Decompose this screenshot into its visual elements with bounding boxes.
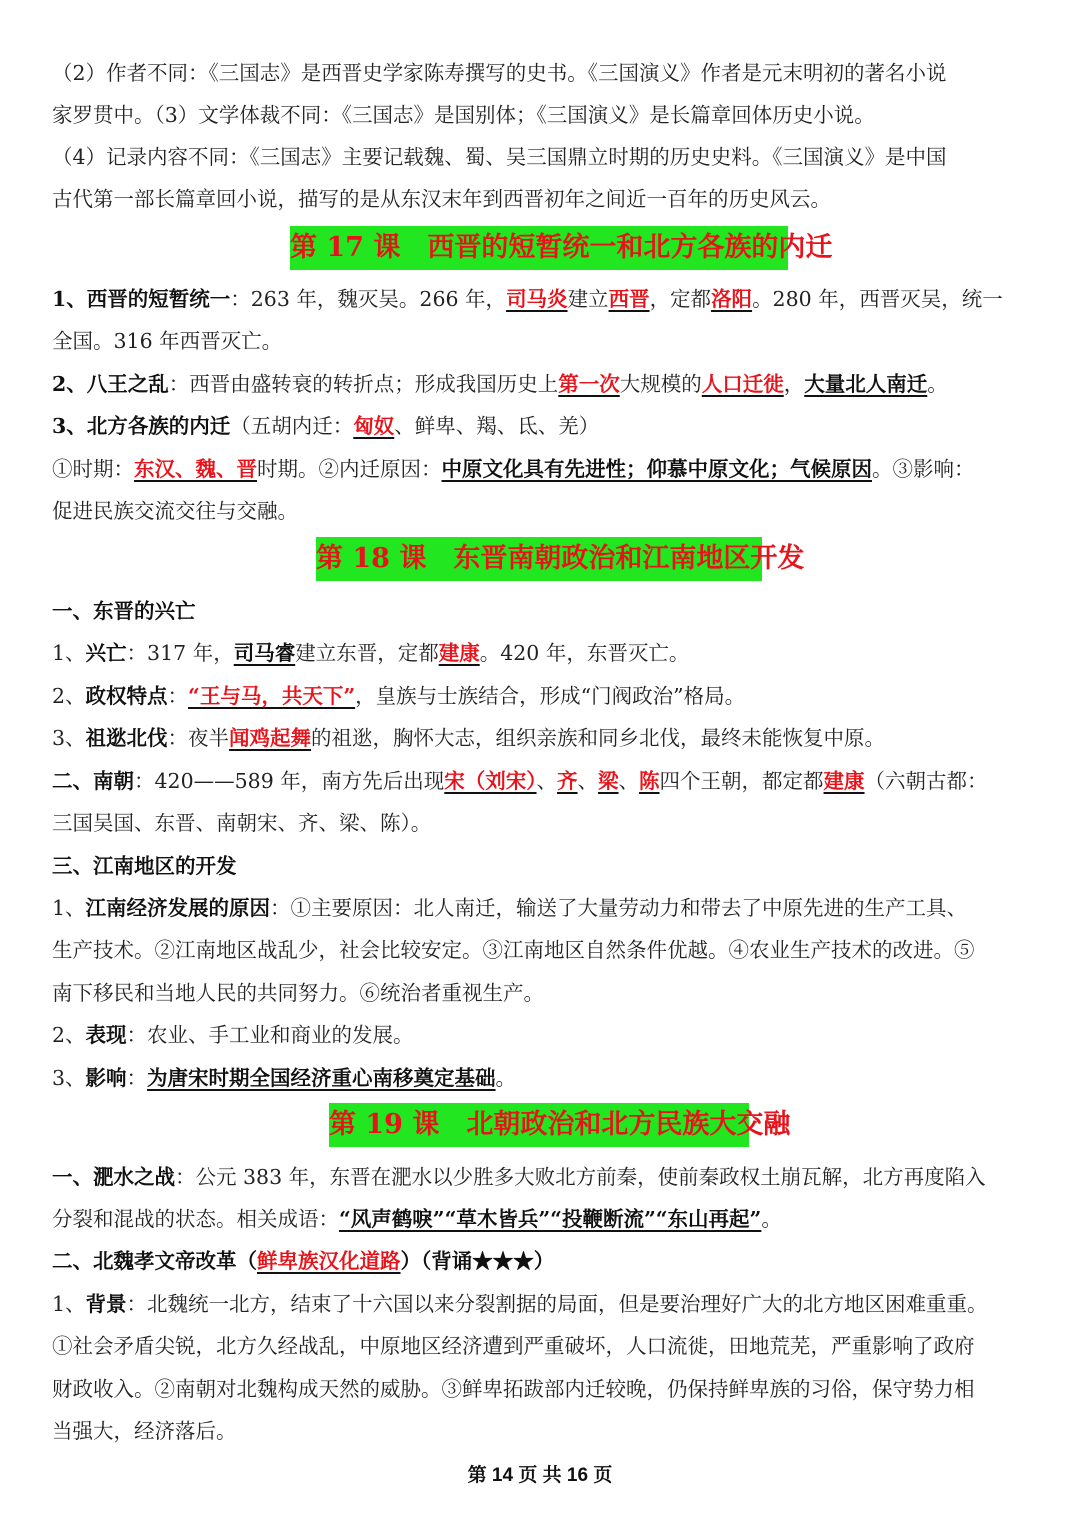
text: 1、	[52, 896, 86, 920]
l18-item-3	[52, 723, 1042, 753]
page-number-footer: 第 14 页 共 16 页	[467, 1465, 613, 1486]
paragraph-line: 古代第一部长篇章回小说，描写的是从东汉末年到西晋初年之间近一百年的历史风云。	[52, 187, 831, 211]
text: 分裂和混战的状态。相关成语：	[52, 1207, 339, 1231]
l17-item-2	[52, 369, 1042, 399]
paragraph-line: 生产技术。②江南地区战乱少，社会比较安定。③江南地区自然条件优越。④农业生产技术的改进。⑤	[52, 938, 975, 962]
keyword: 鲜卑族汉化道路	[257, 1249, 401, 1273]
item-label: 表现	[85, 1023, 127, 1047]
text: 1、	[52, 641, 86, 665]
paragraph-line: 三国吴国、东晋、南朝宋、齐、梁、陈）。	[52, 811, 432, 835]
paragraph-line: 全国。316 年西晋灭亡。	[52, 329, 283, 353]
lesson-19-title: 第 19 课 北朝政治和北方民族大交融	[329, 1103, 749, 1147]
underlined-key: “风声鹤唳”“草木皆兵”“投鞭断流”“东山再起”	[339, 1207, 762, 1231]
keyword: 梁	[598, 769, 619, 793]
text: ，皇族与士族结合，形成“门阀政治”格局。	[355, 684, 746, 708]
item-label: 江南经济发展的原因	[85, 896, 271, 920]
l17-item-4	[52, 454, 1042, 484]
keyword: 齐	[557, 769, 578, 793]
text: 的祖逖，胸怀大志，组织亲族和同乡北伐，最终未能恢复中原。	[311, 726, 886, 750]
l18-item-6	[52, 1020, 1042, 1050]
text: 2、	[52, 1023, 86, 1047]
l18-item-5	[52, 893, 1042, 923]
text: 。	[761, 1207, 782, 1231]
keyword: 宋（刘宋）	[444, 769, 537, 793]
item-label: 影响	[85, 1066, 127, 1090]
l19-item-2	[52, 1246, 1042, 1276]
section-heading: 一、东晋的兴亡	[52, 599, 196, 623]
item-label: 兴亡	[85, 641, 127, 665]
text: 建立东晋，定都	[295, 641, 439, 665]
text: ：北魏统一北方，结束了十六国以来分裂割据的局面，但是要治理好广大的北方地区困难重重。	[126, 1292, 988, 1316]
keyword: “王与马，共天下”	[188, 684, 356, 708]
text: 、	[536, 769, 558, 793]
text: 四个王朝，都定都	[659, 769, 824, 793]
text: ：317 年，	[126, 641, 234, 665]
item-label: 一、淝水之战	[52, 1165, 175, 1189]
item-label: 政权特点	[85, 684, 168, 708]
text: ，定都	[649, 287, 712, 311]
lesson-17-title: 第 17 课 西晋的短暂统一和北方各族的内迁	[290, 226, 788, 270]
paragraph-line: （4）记录内容不同：《三国志》主要记载魏、蜀、吴三国鼎立时期的历史史料。《三国演义》是中国	[52, 145, 947, 169]
text: （五胡内迁：	[230, 414, 354, 438]
item-label: 2、八王之乱	[52, 372, 169, 396]
text: ：420——589 年，南方先后出现	[134, 769, 445, 793]
text: 3、	[52, 726, 86, 750]
keyword: 匈奴	[353, 414, 395, 438]
item-label: 祖逖北伐	[85, 726, 168, 750]
text: ：农业、手工业和商业的发展。	[126, 1023, 414, 1047]
l18-item-4	[52, 766, 1042, 796]
text: ①时期：	[52, 457, 134, 481]
item-label: 二、北魏孝文帝改革	[52, 1249, 237, 1273]
text: 3、	[52, 1066, 86, 1090]
keyword: 建康	[823, 769, 865, 793]
underlined-key: 大量北人南迁	[804, 372, 928, 396]
text: ：	[167, 684, 189, 708]
text: 。	[495, 1066, 517, 1090]
underlined-key: 中原文化具有先进性；仰慕中原文化；气候原因	[441, 457, 872, 481]
l18-item-1	[52, 638, 1042, 668]
text: 、	[618, 769, 640, 793]
l19-item-1b	[52, 1204, 1042, 1234]
paragraph-line: 南下移民和当地人民的共同努力。⑥统治者重视生产。	[52, 981, 544, 1005]
keyword: 东汉、魏、晋	[134, 457, 257, 481]
text: ：夜半	[167, 726, 230, 750]
keyword: 司马炎	[506, 287, 568, 311]
text: （	[236, 1249, 257, 1273]
paragraph-line: 促进民族交流交往与交融。	[52, 499, 298, 523]
text: 建立	[567, 287, 609, 311]
l19-item-1	[52, 1162, 1042, 1192]
underlined-key: 为唐宋时期全国经济重心南移奠定基础	[147, 1066, 496, 1090]
text: （六朝古都：	[864, 769, 988, 793]
text: ：263 年，魏灭吴。266 年，	[230, 287, 507, 311]
text: ：	[126, 1066, 148, 1090]
text: 1、	[52, 1292, 86, 1316]
l19-item-3	[52, 1289, 1042, 1319]
text: ：①主要原因：北人南迁，输送了大量劳动力和带去了中原先进的生产工具、	[270, 896, 968, 920]
text: 。	[927, 372, 948, 396]
paragraph-line: 当强大，经济落后。	[52, 1419, 237, 1443]
text: 2、	[52, 684, 86, 708]
l17-item-3	[52, 411, 1042, 441]
text: ，	[783, 372, 805, 396]
text: 、鲜卑、羯、氐、羌）	[394, 414, 600, 438]
keyword: 人口迁徙	[701, 372, 784, 396]
paragraph-line: 家罗贯中。（3）文学体裁不同：《三国志》是国别体；《三国演义》是长篇章回体历史小说。	[52, 103, 875, 127]
text: ：西晋由盛转衰的转折点；形成我国历史上	[168, 372, 559, 396]
paragraph-line: 财政收入。②南朝对北魏构成天然的威胁。③鲜卑拓跋部内迁较晚，仍保持鲜卑族的习俗，保守势力相	[52, 1377, 975, 1401]
keyword: 洛阳	[711, 287, 753, 311]
paragraph-line: ①社会矛盾尖锐，北方久经战乱，中原地区经济遭到严重破坏，人口流徙，田地荒芜，严重影响了政府	[52, 1334, 975, 1358]
text: ：公元 383 年，东晋在淝水以少胜多大败北方前秦，使前秦政权土崩瓦解，北方再度陷入	[175, 1165, 986, 1189]
text: 时期。②内迁原因：	[257, 457, 442, 481]
l18-item-7	[52, 1063, 1042, 1093]
text: 。③影响：	[872, 457, 975, 481]
keyword: 陈	[639, 769, 660, 793]
l18-item-2	[52, 681, 1042, 711]
item-label: 背景	[85, 1292, 127, 1316]
item-label: 3、北方各族的内迁	[52, 414, 231, 438]
lesson-18-title: 第 18 课 东晋南朝政治和江南地区开发	[316, 537, 762, 581]
keyword: 西晋	[608, 287, 650, 311]
section-heading: 三、江南地区的开发	[52, 854, 237, 878]
keyword: 建康	[438, 641, 480, 665]
text: 。420 年，东晋灭亡。	[479, 641, 690, 665]
text: 大规模的	[619, 372, 702, 396]
text: ）（背诵★★★）	[400, 1249, 555, 1273]
paragraph-line: （2）作者不同：《三国志》是西晋史学家陈寿撰写的史书。《三国演义》作者是元末明初的著名小说	[52, 61, 947, 85]
keyword: 第一次	[558, 372, 620, 396]
text: 。280 年，西晋灭吴，统一	[752, 287, 1003, 311]
text: 、	[577, 769, 599, 793]
item-label: 二、南朝	[52, 769, 134, 793]
l17-item-1	[52, 284, 1042, 314]
keyword: 闻鸡起舞	[229, 726, 312, 750]
underlined-key: 司马睿	[233, 641, 296, 665]
item-label: 1、西晋的短暂统一	[52, 287, 231, 311]
